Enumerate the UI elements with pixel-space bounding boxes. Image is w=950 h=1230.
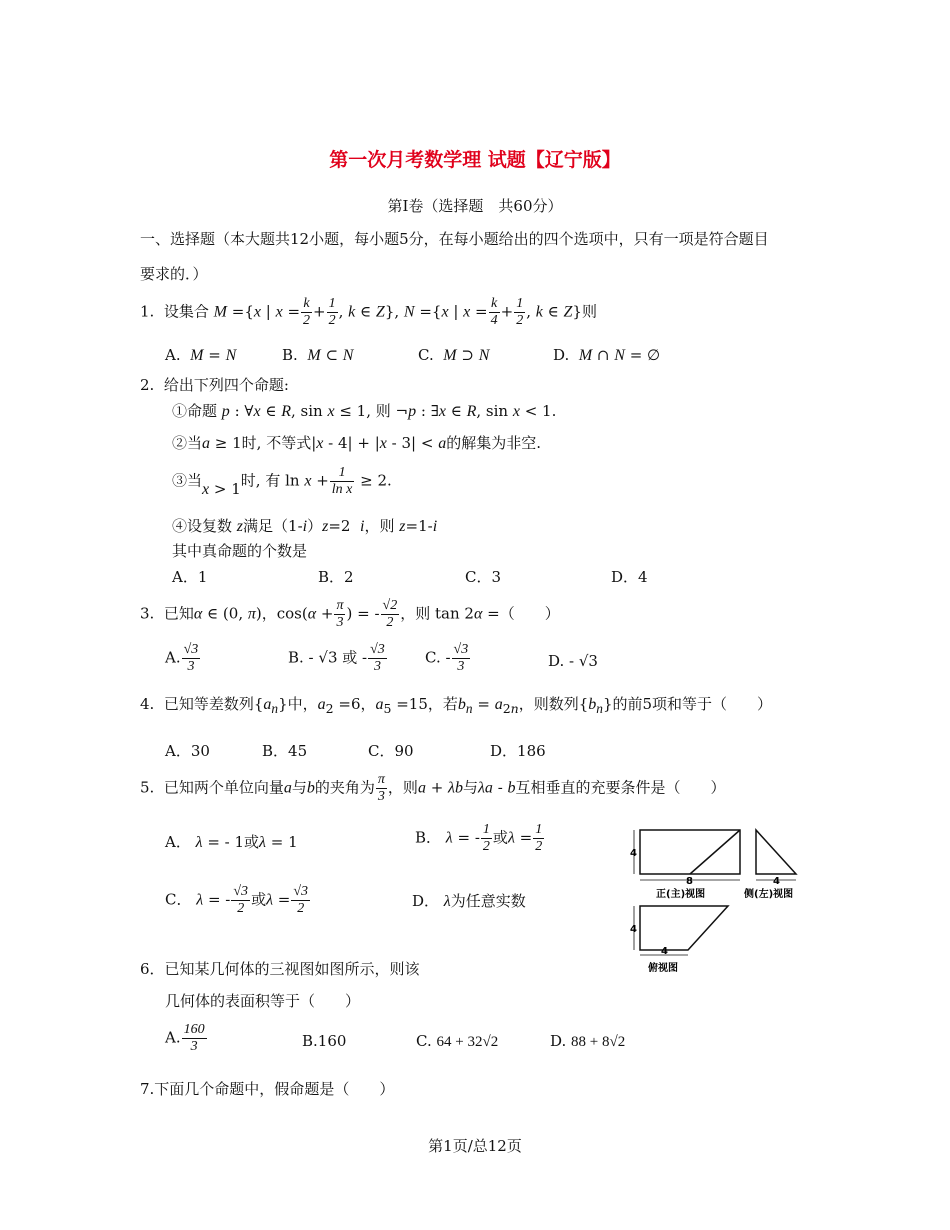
q5-option-d[interactable]: D． λ为任意实数	[412, 892, 526, 910]
three-view-figure	[628, 824, 813, 976]
q4-option-b[interactable]: B．45	[262, 742, 308, 760]
section-heading: 第Ⅰ卷（选择题 共60分）	[387, 197, 563, 215]
q4-option-d[interactable]: D．186	[490, 742, 546, 760]
instructions-line2: 要求的．）	[140, 265, 208, 283]
instructions-line1: 一、选择题（本大题共12小题，每小题5分，在每小题给出的四个选项中，只有一项是符合题目	[140, 230, 769, 248]
q2-option-a[interactable]: A．1	[172, 568, 208, 586]
question-2: 2. 给出下列四个命题:	[140, 376, 289, 394]
q2-option-c[interactable]: C．3	[465, 568, 502, 586]
q2-proposition-2: ②当a ≥ 1时, 不等式|x - 4| + |x - 3| < a的解集为非空.	[172, 434, 541, 452]
front-view-caption: 正(主)视图	[656, 889, 706, 900]
front-view-diagonal	[690, 830, 740, 874]
side-view-triangle	[756, 830, 796, 874]
q4-option-c[interactable]: C．90	[368, 742, 414, 760]
q5-option-c[interactable]: C． λ = - $\frac{√3}{2}$ 或λ = $\frac{√3}{2}$	[165, 884, 309, 916]
q2-proposition-3: ③当x > 1时, 有 ln x + $\frac{1}{\text{ln x}}$ ≥ 2.	[172, 465, 392, 498]
q6-option-b[interactable]: B.160	[302, 1032, 347, 1050]
q3-option-c[interactable]: C. - $\frac{√3}{3}$	[425, 642, 469, 674]
q3-option-a[interactable]: A. $\frac{√3}{3}$	[165, 642, 199, 674]
side-width-label: 4	[773, 876, 780, 887]
page-title: 第一次月考数学理 试题【辽宁版】	[329, 149, 621, 171]
q6-option-a[interactable]: A. $\frac{160}{3}$	[165, 1022, 205, 1054]
question-3: 3. 已知α ∈ (0, π)，cos(α + $\frac{\pi}{3}$ ) = - $\frac{√2}{2}$ ，则 tan 2α =（ ）	[140, 598, 560, 630]
q2-summary: 其中真命题的个数是	[172, 542, 308, 560]
question-6-line1: 6．已知某几何体的三视图如图所示，则该	[140, 960, 420, 978]
q1-option-d[interactable]: D. M ∩ N = ∅	[553, 346, 661, 364]
q2-option-d[interactable]: D．4	[611, 568, 648, 586]
question-4: 4. 已知等差数列$\{a_n\}$中，$a_2 =6$，$a_5 =15$，若$b_n = a_{2n}$，则数列$\{b_n\}$的前5项和等于（ ）	[140, 695, 773, 717]
front-width-label: 8	[686, 876, 693, 887]
side-view-caption: 侧(左)视图	[744, 889, 794, 900]
q3-option-d[interactable]: D. - √3	[548, 652, 598, 670]
question-6-line2: 几何体的表面积等于（ ）	[165, 992, 361, 1010]
q2-proposition-1: ①命题 p : ∀x ∈ R, sin x ≤ 1, 则 ¬p : ∃x ∈ R, sin x < 1.	[172, 402, 557, 420]
top-width-label: 4	[661, 946, 668, 957]
top-view-trapezoid	[640, 906, 728, 950]
page-footer: 第1页/总12页	[428, 1137, 522, 1155]
q4-option-a[interactable]: A．30	[165, 742, 210, 760]
front-height-label: 4	[630, 848, 637, 859]
q6-option-d[interactable]: D. 88 + 8√2	[550, 1032, 626, 1050]
front-view-rect	[640, 830, 740, 874]
q1-option-b[interactable]: B. M ⊂ N	[282, 346, 354, 364]
question-1: 1. 设集合 M ={x | x = $\frac{k}{2}$ + $\frac{1}{2}$ , k ∈ Z}, N ={x | x = $\frac{k}{4}$ + $\frac{1}{2}$ , k ∈ Z}则	[140, 296, 597, 328]
q3-option-b[interactable]: B. - √3 或 - $\frac{√3}{3}$	[288, 642, 385, 674]
question-5: 5. 已知两个单位向量a与b的夹角为 $\frac{\pi}{3}$ ，则a + λb与λa - b互相垂直的充要条件是（ ）	[140, 772, 726, 804]
top-view-caption: 俯视图	[648, 963, 678, 974]
q1-option-c[interactable]: C. M ⊃ N	[418, 346, 490, 364]
top-height-label: 4	[630, 924, 637, 935]
q2-option-b[interactable]: B．2	[318, 568, 354, 586]
q5-option-b[interactable]: B． λ = - $\frac{1}{2}$ 或λ = $\frac{1}{2}$	[415, 822, 543, 854]
q6-option-c[interactable]: C. 64 + 32√2	[416, 1032, 499, 1050]
q1-option-a[interactable]: A. M = N	[165, 346, 237, 364]
q5-option-a[interactable]: A． λ = - 1或λ = 1	[165, 833, 298, 851]
question-7: 7.下面几个命题中，假命题是（ ）	[140, 1080, 395, 1098]
q2-proposition-4: ④设复数 z满足（1-i）z=2 i，则 z=1-i	[172, 517, 438, 535]
